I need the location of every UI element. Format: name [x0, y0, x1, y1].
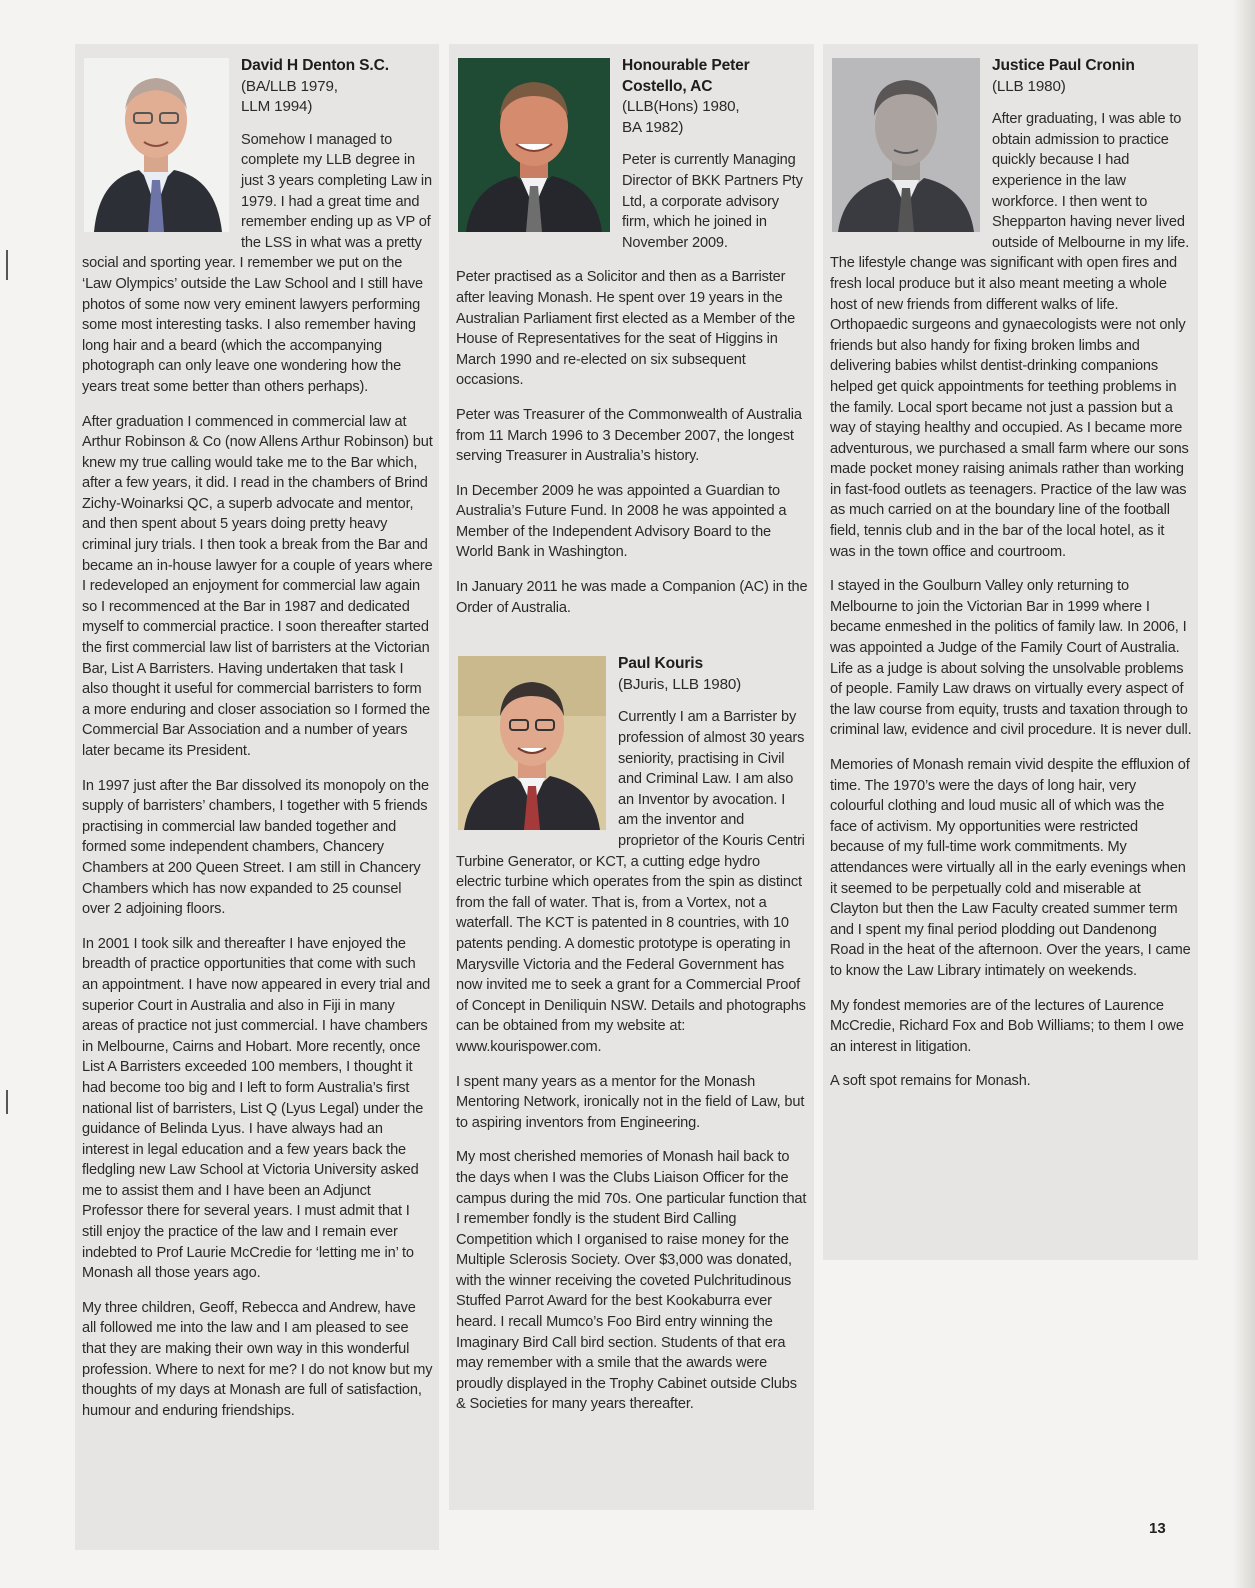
profile-column-denton — [75, 44, 439, 1550]
portrait-photo-costello — [458, 58, 610, 232]
portrait-kouris-image — [458, 656, 606, 830]
profile-paragraph: My fondest memories are of the lectures of Laurence McCredie, Richard Fox and Bob Williams; to them I owe an interest in litigation. — [830, 997, 1184, 1055]
profile-paragraph: Peter is currently Managing Director of BKK Partners Pty Ltd, a corporate advisory firm, which he joined in November 2009. — [622, 152, 803, 251]
profile-paragraph: Somehow I managed to complete my LLB degree in just 3 years completing Law in 1979. I had a great time and remember ending up as VP of the LSS in what was a pretty social and sporting year. I remember we put on the ‘Law Olympics’ outside the Law School and I still have photos of some now very eminent lawyers performing some most interesting tasks. I also remember having long hair and a beard (which the accompanying photograph can only leave one wondering how the years treat some better than others perhaps). — [82, 131, 432, 395]
profile-cronin — [830, 56, 1192, 1106]
profile-column-cronin — [823, 44, 1198, 1260]
profile-paragraph: Peter was Treasurer of the Commonwealth of Australia from 11 March 1996 to 3 December 2007, the longest serving Treasurer in Australia’s history. — [456, 406, 802, 465]
profile-name-line: David H Denton S.C. — [241, 57, 389, 74]
profile-name-line: Paul Kouris — [618, 655, 703, 673]
profile-degree-line: BA 1982) — [622, 118, 684, 136]
page-edge-shadow — [1233, 0, 1255, 1588]
profile-degree-line: (BA/LLB 1979, — [241, 77, 338, 95]
portrait-cronin-image — [832, 58, 980, 232]
profile-degree-line: (LLB 1980) — [992, 77, 1066, 95]
profile-paragraph: In January 2011 he was made a Companion (AC) in the Order of Australia. — [456, 579, 808, 616]
profile-degree-line: (BJuris, LLB 1980) — [618, 675, 742, 693]
profile-paragraph: In 1997 just after the Bar dissolved its monopoly on the supply of barristers’ chambers, I together with 5 friends practising in commercial law banded together and formed some independent chambers, Chancery Chambers at 200 Queen Street. I am still in Chancery Chambers which has now expanded to 25 counsel over 2 adjoining floors. — [82, 777, 429, 918]
page-number: 13 — [1149, 1520, 1166, 1537]
portrait-photo-cronin — [832, 58, 980, 232]
profile-name-line: Honourable Peter — [622, 57, 750, 74]
profile-paragraph: I stayed in the Goulburn Valley only returning to Melbourne to join the Victorian Bar in 1999 where I became enmeshed in the politics of family law. In 2006, I was appointed a Judge of the Family Court of Australia. Life as a judge is about solving the unsolvable problems of people. Family Law draws on virtually every aspect of the law course from equity, trusts and taxation through to criminal law, evidence and civil procedure. It is never dull. — [830, 578, 1192, 739]
profile-paragraph: My most cherished memories of Monash hail back to the days when I was the Clubs Liaison Officer for the campus during the mid 70s. One particular function that I remember fondly is the student Bird Calling Competition which I organised to raise money for the Multiple Sclerosis Society. Over $3,000 was donated, with the winner receiving the coveted Pulchritudinous Stuffed Parrot Award for the best Kookaburra ever heard. I recall Mumco’s Foo Bird entry winning the Imaginary Bird Call bird section. Students of that era may remember with a smile that the awards were proudly displayed in the Trophy Cabinet outside Clubs & Societies for many years thereafter. — [456, 1149, 807, 1413]
profile-paragraph: After graduating, I was able to obtain admission to practice quickly because I had experience in the law workforce. I then went to Shepparton having never lived outside of Melbourne in my life. The lifestyle change was significant with open fires and fresh local produce but it also meant meeting a whole host of new friends from different walks of life. Orthopaedic surgeons and gynaecologists were not only friends but also handy for fixing broken limbs and delivering babies whilst dentist-drinking companions helped get quick appointments for teething problems in the family. Local sport became not just a passion but a way of staying healthy and occupied. As I became more adventurous, we purchased a small farm where our sons made pocket money raising animals rather than working in fast-food outlets as teenagers. Practice of the law was as much carried on at the boundary line of the football field, tennis club and in the bar of the local hotel, as it was in the town office and courtroom. — [830, 111, 1190, 560]
profile-costello — [456, 56, 808, 632]
profile-name-line: Justice Paul Cronin — [992, 57, 1135, 74]
profile-degree-line: (LLB(Hons) 1980, — [622, 98, 740, 116]
profile-column-costello-kouris — [449, 44, 814, 1510]
portrait-photo-kouris — [458, 656, 606, 830]
binding-mark — [6, 1090, 8, 1114]
profile-paragraph: Memories of Monash remain vivid despite the effluxion of time. The 1970’s were the days of long hair, very colourful clothing and loud music all of which was the face of activism. My opportunities were restricted because of my full-time work commitments. My attendances were virtually all in the early evenings when it seemed to be perpetually cold and miserable at Clayton but then the Law Faculty created summer term and I spent my final period plodding out Dandenong Road in the heat of the afternoon. Over the years, I came to know the Law Library intimately on weekends. — [830, 757, 1191, 979]
portrait-photo-denton — [84, 58, 229, 232]
profile-paragraph: After graduation I commenced in commercial law at Arthur Robinson & Co (now Allens Arthur Robinson) but knew my true calling would take me to the Bar which, after a few years, it did. I read in the chambers of Brind Zichy-Woinarksi QC, a superb advocate and mentor, and then spent about 5 years doing pretty heavy criminal jury trials. I then took a break from the Bar and became an in-house lawyer for a couple of years where I redeveloped an enjoyment for commercial law again so I recommenced at the Bar in 1987 and dedicated myself to commercial practice. I soon thereafter started the first commercial law list of barristers at the Victorian Bar, List A Barristers. Having undertaken that task I also thought it useful for commercial barristers to form a more enduring and closer association so I formed the Commercial Bar Association and a number of years later became its President. — [82, 413, 433, 759]
profile-degree-line: LLM 1994) — [241, 98, 313, 116]
profile-kouris — [456, 654, 808, 1429]
profile-paragraph: I spent many years as a mentor for the Monash Mentoring Network, ironically not in the field of Law, but to aspiring inventors from Engineering. — [456, 1073, 805, 1131]
profile-paragraph: Peter practised as a Solicitor and then as a Barrister after leaving Monash. He spent over 19 years in the Australian Parliament first elected as a Member of the House of Representatives for the seat of Higgins in March 1990 and re-elected on six subsequent occasions. — [456, 269, 796, 389]
portrait-costello-image — [458, 58, 610, 232]
profile-paragraph: A soft spot remains for Monash. — [830, 1073, 1031, 1090]
profile-denton — [82, 56, 433, 1435]
profile-name-line: Costello, AC — [622, 77, 713, 95]
binding-mark — [6, 250, 8, 280]
portrait-denton-image — [84, 58, 229, 232]
profile-paragraph: In 2001 I took silk and thereafter I have enjoyed the breadth of practice opportunities that come with such an appointment. I have now appeared in every trial and superior Court in Australia and also in Fiji in many areas of practice not just commercial. I have chambers in Melbourne, Cairns and Hobart. More recently, once List A Barristers exceeded 100 members, I thought it had become too big and I left to form Australia’s first national list of barristers, List Q (Lyus Legal) under the guidance of Belinda Lyus. I have always had an interest in legal education and a few years back the fledgling new Law School at Victoria University asked me to assist them and I have been an Adjunct Professor there for several years. I must admit that I still enjoy the practice of the law and I remain ever indebted to Prof Laurie McCredie for ‘letting me in’ to Monash all those years ago. — [82, 935, 431, 1282]
profile-paragraph: Currently I am a Barrister by profession of almost 30 years seniority, practising in Civil and Criminal Law. I am also an Inventor by avocation. I am the inventor and proprietor of the Kouris Centri Turbine Generator, or KCT, a cutting edge hydro electric turbine which operates from the spin as distinct from the fall of water. That is, from a Vortex, not a waterfall. The KCT is patented in 8 countries, with 10 patents pending. A domestic prototype is operating in Marysville Victoria and the Federal Government has now invited me to seek a grant for a Commercial Proof of Concept in Deniliquin NSW. Details and photographs can be obtained from my website at: www.kourispower.com. — [456, 709, 806, 1055]
profile-paragraph: My three children, Geoff, Rebecca and Andrew, have all followed me into the law and I am pleased to see that they are making their own way in this wonderful profession. Where to next for me? I do not know but my thoughts of my days at Monash are full of satisfaction, humour and enduring friendships. — [82, 1299, 433, 1419]
profile-paragraph: In December 2009 he was appointed a Guardian to Australia’s Future Fund. In 2008 he was appointed a Member of the Independent Advisory Board to the World Bank in Washington. — [456, 482, 787, 561]
